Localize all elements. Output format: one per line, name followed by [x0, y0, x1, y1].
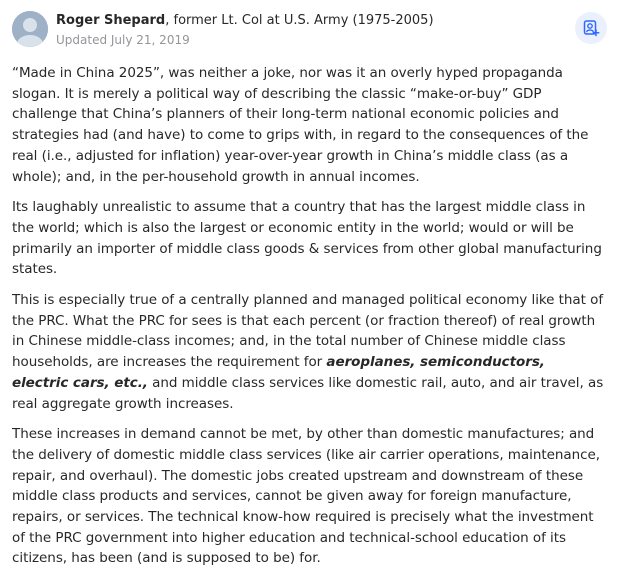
follow-user-icon: [582, 19, 600, 37]
answer-header: [12, 10, 606, 50]
answer-paragraph-4: These increases in demand cannot be met, by other than domestic manufactures; and the delivery of domestic middle class services (like air carrier operations, maintenance, repair, and overhaul). The domestic jobs created upstream and downstream of these middle class products and services, cannot be given away for foreign manufacture, repairs, or services. The technical know-how required is precisely what the investment of the PRC government into higher education and technical-school education of its citizens, has been (and is supposed to be) for.: [12, 426, 600, 567]
author-name[interactable]: Roger Shepard: [56, 13, 166, 28]
author-credential[interactable]: , former Lt. Col at U.S. Army (1975-2005): [165, 13, 434, 28]
answer-paragraph-1: “Made in China 2025”, was neither a joke, nor was it an overly hyped propaganda slogan. It is merely a political way of describing the classic “make-or-buy” GDP challenge that China’s planners of their long-term national economic policies and strategies had (and have) to come to grips with, in regard to the consequences of the real (i.e., adjusted for inflation) year-over-year growth in China’s middle class (as a whole); and, in the per-household growth in annual incomes.: [12, 65, 589, 185]
answer-paragraph-2: Its laughably unrealistic to assume that a country that has the largest middle class in the world; which is also the largest or economic entity in the world; would or will be primarily an importer of middle class goods & services from other global manufacturing states.: [12, 199, 602, 278]
author-line: [56, 12, 606, 30]
answer-content: [12, 63, 606, 569]
paragraph-3-text-before: This is especially true of a centrally planned and managed political economy like that of the PRC. What the PRC for sees is that each percent (or fraction thereof) of real growth in Chinese middle-class incomes; and, in the total number of Chinese middle class households, are increases the requirement for: [12, 292, 604, 371]
avatar[interactable]: [12, 11, 48, 47]
paragraph-3-text-after: and middle class services like domestic rail, auto, and air travel, as real aggregate growth increases.: [12, 374, 604, 412]
author-meta: [56, 10, 606, 48]
answer-paragraph-3: [12, 290, 604, 414]
user-silhouette-icon: [12, 11, 48, 47]
follow-button[interactable]: [575, 12, 607, 44]
paragraph-3-emphasis: aeroplanes, semiconductors, electric cars, etc.,: [12, 354, 545, 391]
answer-date[interactable]: Updated July 21, 2019: [56, 33, 190, 47]
